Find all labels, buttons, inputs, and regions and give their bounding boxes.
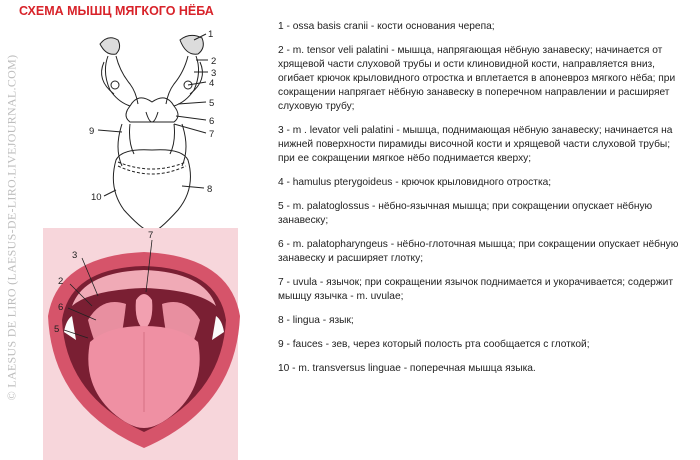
legend-number: 6 bbox=[278, 239, 284, 250]
schema-label-4: 4 bbox=[209, 78, 215, 89]
skull-base-right bbox=[180, 35, 203, 54]
legend-text: - ossa basis cranii - кости основания черепа; bbox=[283, 21, 495, 32]
schema-label-8: 8 bbox=[207, 184, 213, 195]
legend-text: - hamulus pterygoideus - крючок крыловидного отростка; bbox=[283, 177, 552, 188]
skull-base-left bbox=[100, 38, 120, 55]
legend-text: - m. transversus linguae - поперечная мышца языка. bbox=[289, 363, 536, 374]
legend-item-6 bbox=[278, 238, 688, 266]
legend-item-3 bbox=[278, 124, 688, 166]
schema-label-9: 9 bbox=[89, 126, 95, 137]
page-title: СХЕМА МЫШЦ МЯГКОГО НЁБА bbox=[19, 4, 214, 18]
open-mouth-photo bbox=[43, 228, 240, 460]
legend-item-8 bbox=[278, 314, 688, 328]
legend-number: 7 bbox=[278, 277, 284, 288]
schema-label-2: 2 bbox=[211, 56, 217, 67]
legend-number: 3 bbox=[278, 125, 284, 136]
tongue-schema bbox=[113, 150, 190, 232]
legend-item-9 bbox=[278, 338, 688, 352]
legend-text: - m . levator veli palatini - мышца, поднимающая нёбную занавеску; начинается на нижней поверхности пирамиды височной кости и хрящевой части слуховой трубы; при ее сокращении мягкое нёбо поднимается кверху; bbox=[278, 125, 673, 164]
legend-list bbox=[278, 20, 688, 386]
photo-label-7: 7 bbox=[148, 230, 154, 241]
legend-number: 2 bbox=[278, 45, 284, 56]
legend-item-7 bbox=[278, 276, 688, 304]
schema-label-1: 1 bbox=[208, 29, 214, 40]
legend-text: - m. palatopharyngeus - нёбно-глоточная мышца; при сокращении опускает нёбную занавеску и расширяет глотку; bbox=[278, 239, 679, 264]
legend-text: - fauces - зев, через который полость рта сообщается с глоткой; bbox=[283, 339, 590, 350]
schema-label-6: 6 bbox=[209, 116, 215, 127]
legend-item-5 bbox=[278, 200, 688, 228]
schema-label-7: 7 bbox=[209, 129, 215, 140]
legend-text: - m. palatoglossus - нёбно-язычная мышца; при сокращении опускает нёбную занавеску; bbox=[278, 201, 653, 226]
schema-label-5: 5 bbox=[209, 98, 215, 109]
schema-label-3: 3 bbox=[211, 68, 217, 79]
legend-number: 1 bbox=[278, 21, 284, 32]
anatomy-illustration bbox=[18, 20, 268, 460]
photo-label-5: 5 bbox=[54, 324, 60, 335]
legend-number: 4 bbox=[278, 177, 284, 188]
photo-label-2: 2 bbox=[58, 276, 64, 287]
schema-label-10: 10 bbox=[91, 192, 102, 203]
legend-item-2 bbox=[278, 44, 688, 114]
legend-number: 5 bbox=[278, 201, 284, 212]
photo-label-6: 6 bbox=[58, 302, 64, 313]
legend-item-4 bbox=[278, 176, 688, 190]
legend-text: - m. tensor veli palatini - мышца, напрягающая нёбную занавеску; начинается от хрящевой части слуховой трубы и ости клиновидной кости, направляется вниз, огибает крючок крыловидного отростка и вплетается в апоневроз мягкого нёба; при сокращении напрягает нёбную занавеску в поперечном направлении и расширяет слуховую трубу; bbox=[278, 45, 676, 112]
legend-number: 9 bbox=[278, 339, 284, 350]
legend-text: - uvula - язычок; при сокращении язычок поднимается и укорачивается; содержит мышцу язычка - m. uvulae; bbox=[278, 277, 674, 302]
photo-label-3: 3 bbox=[72, 250, 78, 261]
legend-number: 10 bbox=[278, 363, 290, 374]
legend-item-1 bbox=[278, 20, 688, 34]
palate-muscle-schema bbox=[98, 34, 208, 232]
copyright-watermark: © LAESUS DE LIRO (LAESUS-DE-LIRO.LIVEJOURNAL.COM) bbox=[4, 54, 19, 401]
legend-number: 8 bbox=[278, 315, 284, 326]
legend-item-10 bbox=[278, 362, 688, 376]
legend-text: - lingua - язык; bbox=[283, 315, 354, 326]
